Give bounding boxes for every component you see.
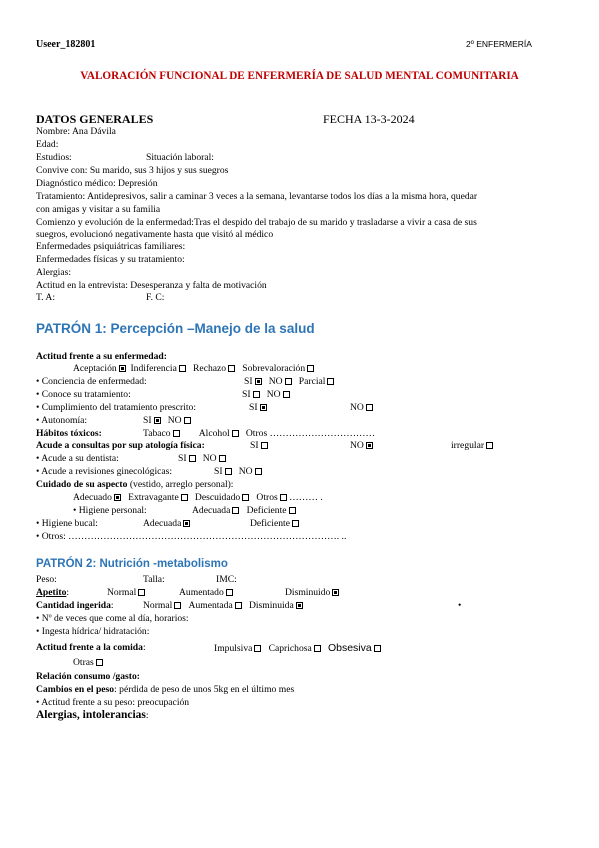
acude-consultas-no: NO (350, 440, 373, 451)
actitud-peso: • Actitud frente a su peso: preocupación (36, 697, 190, 708)
veces-label: • Nº de veces que come al día, horarios: (36, 613, 189, 624)
apetito-disminuido: Disminuido (285, 587, 339, 598)
apetito-label: Apetito: (36, 587, 70, 598)
checkbox-higiene-personal-adecuada[interactable] (232, 507, 239, 514)
checkbox-higiene-bucal-adecuada[interactable] (183, 520, 190, 527)
checkbox-conciencia-parcial[interactable] (327, 378, 334, 385)
acude-consultas-si: SI (250, 440, 268, 451)
tratamiento-line-1: Tratamiento: Antidepresivos, salir a caminar 3 veces a la semana, levantarse todos los días a la misma hora, quedar (36, 191, 478, 202)
checkbox-consultas-irregular[interactable] (486, 442, 493, 449)
actitud-entrevista: Actitud en la entrevista: Desesperanza y falta de motivación (36, 280, 267, 291)
checkbox-consultas-no[interactable] (366, 442, 373, 449)
enfermedades-psiquiatricas: Enfermedades psiquiátricas familiares: (36, 241, 186, 252)
actitud-comida-label: Actitud frente a la comida: (36, 642, 146, 653)
conoce-label: • Conoce su tratamiento: (36, 389, 131, 400)
checkbox-conciencia-si[interactable] (255, 378, 262, 385)
checkbox-gine-si[interactable] (225, 468, 232, 475)
apetito-normal: Normal (107, 587, 145, 598)
ginecologicas-label: • Acude a revisiones ginecológicas: (36, 466, 173, 477)
cambios-peso: Cambios en el peso: pérdida de peso de unos 5kg en el último mes (36, 684, 295, 695)
ingesta-label: • Ingesta hídrica/ hidratación: (36, 626, 150, 637)
checkbox-apetito-disminuido[interactable] (332, 589, 339, 596)
convive: Convive con: Su marido, sus 3 hijos y sus suegros (36, 165, 229, 176)
checkbox-consultas-si[interactable] (261, 442, 268, 449)
checkbox-higiene-bucal-deficiente[interactable] (292, 520, 299, 527)
checkbox-gine-no[interactable] (255, 468, 262, 475)
peso: Peso: (36, 574, 57, 585)
dentista-options: SI NO (178, 453, 226, 464)
checkbox-cantidad-disminuida[interactable] (296, 602, 303, 609)
comienzo-line-2: suegros, evolucionó negativamente hasta que visitó al médico (36, 229, 274, 240)
checkbox-apetito-normal[interactable] (138, 589, 145, 596)
checkbox-impulsiva[interactable] (254, 645, 261, 652)
checkbox-aceptacion[interactable] (119, 365, 126, 372)
user-id: Useer_182801 (36, 39, 96, 50)
otras-option: Otras (73, 657, 103, 668)
higiene-personal-label: • Higiene personal: (73, 505, 147, 516)
course-label: 2º ENFERMERÍA (466, 39, 532, 49)
bullet-mark: • (458, 600, 462, 611)
talla: Talla: (143, 574, 165, 585)
higiene-bucal-deficiente: Deficiente (250, 518, 299, 529)
conoce-options: SI NO (242, 389, 290, 400)
comienzo-line-1: Comienzo y evolución de la enfermedad:Tras el despido del trabajo de su marido y trasladarse a vivir a casa de sus (36, 217, 477, 228)
checkbox-autonomia-si[interactable] (154, 417, 161, 424)
cumplimiento-si: SI (249, 402, 267, 413)
conciencia-label: • Conciencia de enfermedad: (36, 376, 147, 387)
relacion-label: Relación consumo /gasto: (36, 671, 140, 682)
actitud-options: Aceptación Indiferencia Rechazo Sobrevaloración (73, 363, 314, 374)
situacion-laboral: Situación laboral: (146, 152, 214, 163)
checkbox-alcohol[interactable] (232, 430, 239, 437)
imc: IMC: (216, 574, 237, 585)
cumplimiento-no: NO (350, 402, 373, 413)
patron1-heading: PATRÓN 1: Percepción –Manejo de la salud (36, 321, 315, 336)
frecuencia-cardiaca: F. C: (146, 292, 165, 303)
autonomia-label: • Autonomía: (36, 415, 88, 426)
checkbox-rechazo[interactable] (228, 365, 235, 372)
nombre: Nombre: Ana Dávila (36, 126, 116, 137)
cuidado-options: Adecuado Extravagante Descuidado Otros ……… . (73, 492, 323, 503)
checkbox-otras[interactable] (96, 659, 103, 666)
checkbox-tabaco[interactable] (173, 430, 180, 437)
fecha: FECHA 13-3-2024 (323, 112, 415, 126)
document-title: VALORACIÓN FUNCIONAL DE ENFERMERÍA DE SALUD MENTAL COMUNITARIA (80, 70, 519, 82)
apetito-aumentado: Aumentado (179, 587, 233, 598)
patron2-heading: PATRÓN 2: Nutrición -metabolismo (36, 558, 228, 570)
checkbox-higiene-personal-deficiente[interactable] (289, 507, 296, 514)
checkbox-cantidad-aumentada[interactable] (235, 602, 242, 609)
checkbox-conoce-no[interactable] (283, 391, 290, 398)
section-heading-datos: DATOS GENERALES (36, 112, 154, 126)
otros-line: • Otros: …………………………………………………………………………. .. (36, 531, 347, 542)
cumplimiento-label: • Cumplimiento del tratamiento prescrito: (36, 402, 197, 413)
checkbox-extravagante[interactable] (181, 494, 188, 501)
checkbox-descuidado[interactable] (242, 494, 249, 501)
actitud-enfermedad-label: Actitud frente a su enfermedad: (36, 351, 167, 362)
tratamiento-line-2: con amigas y visitar a su familia (36, 204, 161, 215)
checkbox-indiferencia[interactable] (179, 365, 186, 372)
higiene-bucal-label: • Higiene bucal: (36, 518, 98, 529)
habitos-options: Tabaco Alcohol Otros …………………………… (143, 428, 376, 439)
checkbox-dentista-no[interactable] (219, 455, 226, 462)
checkbox-conoce-si[interactable] (253, 391, 260, 398)
checkbox-caprichosa[interactable] (314, 645, 321, 652)
checkbox-cantidad-normal[interactable] (174, 602, 181, 609)
cuidado-label: Cuidado de su aspecto (vestido, arreglo personal): (36, 479, 234, 490)
checkbox-autonomia-no[interactable] (184, 417, 191, 424)
edad: Edad: (36, 139, 59, 150)
ginecologicas-options: SI NO (214, 466, 262, 477)
checkbox-obsesiva[interactable] (374, 645, 381, 652)
alergias-intolerancias: Alergias, intolerancias: (36, 709, 149, 721)
checkbox-conciencia-no[interactable] (285, 378, 292, 385)
habitos-label: Hábitos tóxicos: (36, 428, 102, 439)
estudios: Estudios: (36, 152, 72, 163)
checkbox-adecuado[interactable] (114, 494, 121, 501)
dentista-label: • Acude a su dentista: (36, 453, 119, 464)
alergias: Alergias: (36, 267, 71, 278)
checkbox-otros-aspecto[interactable] (280, 494, 287, 501)
cantidad-label: Cantidad ingerida: (36, 600, 114, 611)
conciencia-options: SI NO Parcial (244, 376, 334, 387)
checkbox-dentista-si[interactable] (189, 455, 196, 462)
checkbox-apetito-aumentado[interactable] (226, 589, 233, 596)
acude-consultas-label: Acude a consultas por sup atología física: (36, 440, 205, 451)
acude-consultas-irregular: irregular (451, 440, 493, 451)
checkbox-cumplimiento-si[interactable] (260, 404, 267, 411)
diagnostico: Diagnóstico médico: Depresión (36, 178, 158, 189)
higiene-bucal-adecuada: Adecuada (143, 518, 190, 529)
higiene-personal-options: Adecuada Deficiente (192, 505, 296, 516)
checkbox-sobrevaloracion[interactable] (307, 365, 314, 372)
actitud-comida-options: Impulsiva Caprichosa Obsesiva (214, 642, 381, 654)
checkbox-cumplimiento-no[interactable] (366, 404, 373, 411)
enfermedades-fisicas: Enfermedades físicas y su tratamiento: (36, 254, 185, 265)
autonomia-options: SI NO (143, 415, 191, 426)
tension-arterial: T. A: (36, 292, 56, 303)
cantidad-options: Normal Aumentada Disminuida (143, 600, 303, 611)
